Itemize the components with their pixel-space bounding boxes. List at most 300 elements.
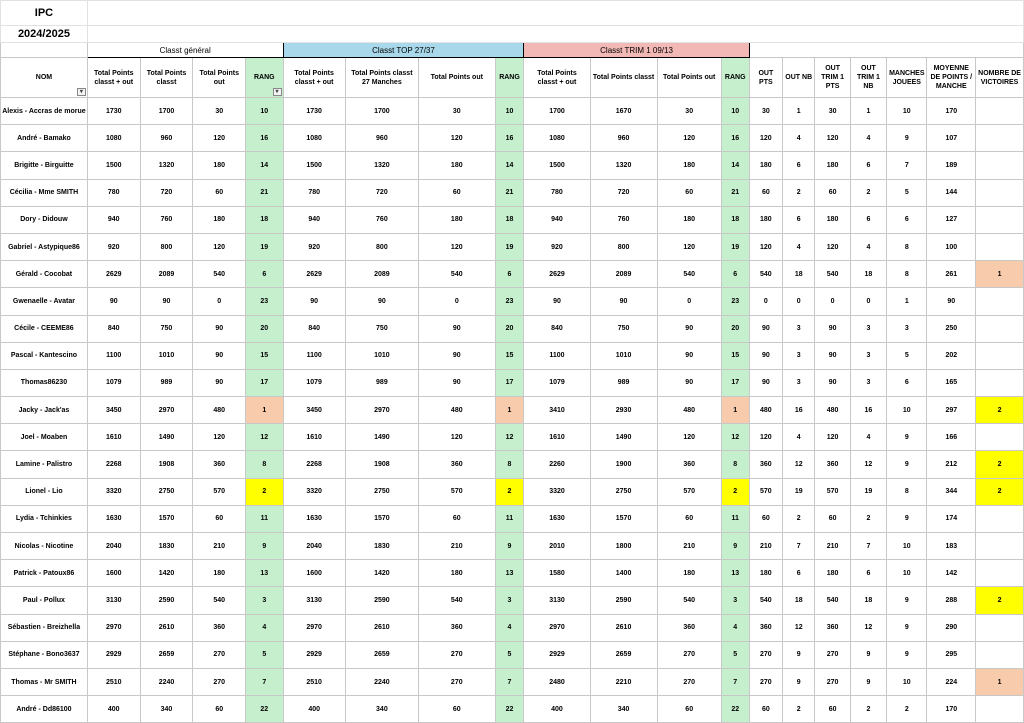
cell-trim-total-out[interactable]: 2480 xyxy=(524,668,590,695)
cell-out-pts[interactable]: 180 xyxy=(749,152,782,179)
cell-trim-total-classt[interactable]: 1570 xyxy=(590,505,657,532)
cell-moyenne[interactable]: 297 xyxy=(927,397,976,424)
cell-trim-total-out-only[interactable]: 0 xyxy=(657,288,721,315)
cell-victoires[interactable]: 2 xyxy=(976,451,1024,478)
cell-trim-total-out-only[interactable]: 90 xyxy=(657,315,721,342)
cell-trim-total-classt[interactable]: 1670 xyxy=(590,98,657,125)
empty-cell[interactable] xyxy=(87,26,1023,43)
cell-top-total-out[interactable]: 1100 xyxy=(283,342,345,369)
cell-trim-total-out-only[interactable]: 180 xyxy=(657,152,721,179)
cell-gen-total-out-only[interactable]: 120 xyxy=(193,424,246,451)
cell-manches[interactable]: 5 xyxy=(887,342,927,369)
cell-gen-rang[interactable]: 4 xyxy=(246,614,283,641)
col-header-top-total-out-only[interactable] xyxy=(418,58,495,98)
col-header-out-trim-pts[interactable] xyxy=(815,58,850,98)
cell-out-trim-pts[interactable]: 90 xyxy=(815,342,850,369)
cell-trim-total-classt[interactable]: 2210 xyxy=(590,668,657,695)
cell-victoires[interactable]: 2 xyxy=(976,478,1024,505)
cell-moyenne[interactable]: 107 xyxy=(927,125,976,152)
cell-manches[interactable]: 10 xyxy=(887,98,927,125)
cell-out-nb[interactable]: 4 xyxy=(783,233,815,260)
cell-gen-total-out[interactable]: 3320 xyxy=(87,478,140,505)
cell-top-rang[interactable]: 8 xyxy=(495,451,524,478)
cell-trim-total-out-only[interactable]: 60 xyxy=(657,505,721,532)
cell-top-total-27[interactable]: 90 xyxy=(345,288,418,315)
cell-trim-total-out[interactable]: 2260 xyxy=(524,451,590,478)
cell-trim-total-out-only[interactable]: 540 xyxy=(657,261,721,288)
cell-top-total-27[interactable]: 2590 xyxy=(345,587,418,614)
cell-trim-rang[interactable]: 1 xyxy=(721,397,749,424)
cell-gen-total-classt[interactable]: 2970 xyxy=(140,397,193,424)
cell-victoires[interactable] xyxy=(976,288,1024,315)
cell-trim-total-out-only[interactable]: 180 xyxy=(657,560,721,587)
cell-top-rang[interactable]: 23 xyxy=(495,288,524,315)
cell-out-pts[interactable]: 0 xyxy=(749,288,782,315)
col-header-top-rang[interactable] xyxy=(495,58,524,98)
cell-victoires[interactable]: 1 xyxy=(976,668,1024,695)
cell-trim-rang[interactable]: 18 xyxy=(721,206,749,233)
cell-trim-total-classt[interactable]: 1800 xyxy=(590,533,657,560)
cell-top-rang[interactable]: 4 xyxy=(495,614,524,641)
cell-victoires[interactable] xyxy=(976,533,1024,560)
cell-trim-total-classt[interactable]: 720 xyxy=(590,179,657,206)
cell-manches[interactable]: 9 xyxy=(887,125,927,152)
cell-top-total-27[interactable]: 2240 xyxy=(345,668,418,695)
cell-gen-total-out-only[interactable]: 90 xyxy=(193,315,246,342)
cell-gen-total-out-only[interactable]: 90 xyxy=(193,342,246,369)
cell-gen-total-classt[interactable]: 989 xyxy=(140,369,193,396)
cell-out-trim-pts[interactable]: 90 xyxy=(815,315,850,342)
cell-gen-total-out-only[interactable]: 180 xyxy=(193,560,246,587)
cell-out-trim-pts[interactable]: 120 xyxy=(815,424,850,451)
cell-top-total-out-only[interactable]: 120 xyxy=(418,233,495,260)
cell-out-pts[interactable]: 90 xyxy=(749,315,782,342)
cell-top-total-out[interactable]: 400 xyxy=(283,696,345,723)
cell-victoires[interactable] xyxy=(976,125,1024,152)
cell-gen-total-classt[interactable]: 2750 xyxy=(140,478,193,505)
cell-out-trim-nb[interactable]: 3 xyxy=(850,369,886,396)
cell-manches[interactable]: 6 xyxy=(887,206,927,233)
cell-trim-total-out[interactable]: 2929 xyxy=(524,641,590,668)
cell-top-rang[interactable]: 22 xyxy=(495,696,524,723)
cell-gen-rang[interactable]: 3 xyxy=(246,587,283,614)
cell-trim-rang[interactable]: 16 xyxy=(721,125,749,152)
cell-top-total-27[interactable]: 2089 xyxy=(345,261,418,288)
cell-gen-total-classt[interactable]: 2240 xyxy=(140,668,193,695)
cell-top-total-out[interactable]: 840 xyxy=(283,315,345,342)
cell-trim-total-out-only[interactable]: 270 xyxy=(657,668,721,695)
cell-trim-rang[interactable]: 12 xyxy=(721,424,749,451)
cell-moyenne[interactable]: 170 xyxy=(927,98,976,125)
cell-nom[interactable]: Stéphane - Bono3637 xyxy=(1,641,88,668)
cell-out-trim-nb[interactable]: 12 xyxy=(850,614,886,641)
cell-gen-total-classt[interactable]: 1010 xyxy=(140,342,193,369)
cell-trim-total-classt[interactable]: 1490 xyxy=(590,424,657,451)
cell-top-total-out-only[interactable]: 180 xyxy=(418,152,495,179)
col-header-gen-total-out-only[interactable] xyxy=(193,58,246,98)
cell-top-rang[interactable]: 21 xyxy=(495,179,524,206)
cell-trim-rang[interactable]: 23 xyxy=(721,288,749,315)
cell-top-total-out[interactable]: 1730 xyxy=(283,98,345,125)
cell-top-rang[interactable]: 3 xyxy=(495,587,524,614)
cell-trim-total-classt[interactable]: 1010 xyxy=(590,342,657,369)
cell-out-nb[interactable]: 16 xyxy=(783,397,815,424)
cell-out-trim-nb[interactable]: 4 xyxy=(850,125,886,152)
cell-victoires[interactable] xyxy=(976,505,1024,532)
cell-out-trim-nb[interactable]: 2 xyxy=(850,505,886,532)
cell-gen-total-out-only[interactable]: 540 xyxy=(193,587,246,614)
col-header-trim-total-classt[interactable] xyxy=(590,58,657,98)
cell-top-total-27[interactable]: 1490 xyxy=(345,424,418,451)
cell-out-trim-pts[interactable]: 540 xyxy=(815,261,850,288)
cell-out-trim-nb[interactable]: 2 xyxy=(850,696,886,723)
cell-trim-total-out-only[interactable]: 90 xyxy=(657,342,721,369)
cell-gen-total-out[interactable]: 1730 xyxy=(87,98,140,125)
cell-manches[interactable]: 7 xyxy=(887,152,927,179)
empty-cell[interactable] xyxy=(1,43,88,58)
cell-out-nb[interactable]: 4 xyxy=(783,125,815,152)
cell-gen-total-classt[interactable]: 960 xyxy=(140,125,193,152)
cell-top-total-27[interactable]: 1010 xyxy=(345,342,418,369)
cell-out-trim-nb[interactable]: 12 xyxy=(850,451,886,478)
cell-gen-rang[interactable]: 16 xyxy=(246,125,283,152)
cell-top-total-out[interactable]: 2510 xyxy=(283,668,345,695)
cell-out-trim-nb[interactable]: 6 xyxy=(850,206,886,233)
cell-gen-total-classt[interactable]: 1320 xyxy=(140,152,193,179)
cell-nom[interactable]: Patrick - Patoux86 xyxy=(1,560,88,587)
cell-trim-total-out-only[interactable]: 480 xyxy=(657,397,721,424)
cell-top-rang[interactable]: 6 xyxy=(495,261,524,288)
cell-nom[interactable]: Gérald - Cocobat xyxy=(1,261,88,288)
cell-gen-total-classt[interactable]: 1908 xyxy=(140,451,193,478)
cell-manches[interactable]: 10 xyxy=(887,560,927,587)
cell-moyenne[interactable]: 144 xyxy=(927,179,976,206)
cell-gen-total-out[interactable]: 1079 xyxy=(87,369,140,396)
cell-trim-total-classt[interactable]: 2659 xyxy=(590,641,657,668)
cell-trim-rang[interactable]: 10 xyxy=(721,98,749,125)
cell-gen-total-classt[interactable]: 1420 xyxy=(140,560,193,587)
cell-trim-total-classt[interactable]: 989 xyxy=(590,369,657,396)
cell-nom[interactable]: Joel - Moaben xyxy=(1,424,88,451)
cell-nom[interactable]: Gabriel - Astypique86 xyxy=(1,233,88,260)
cell-trim-rang[interactable]: 14 xyxy=(721,152,749,179)
cell-victoires[interactable] xyxy=(976,614,1024,641)
cell-out-trim-nb[interactable]: 6 xyxy=(850,152,886,179)
cell-trim-rang[interactable]: 7 xyxy=(721,668,749,695)
cell-top-total-out[interactable]: 2629 xyxy=(283,261,345,288)
cell-moyenne[interactable]: 344 xyxy=(927,478,976,505)
cell-out-trim-pts[interactable]: 30 xyxy=(815,98,850,125)
cell-out-trim-nb[interactable]: 3 xyxy=(850,315,886,342)
cell-trim-total-out-only[interactable]: 180 xyxy=(657,206,721,233)
cell-moyenne[interactable]: 295 xyxy=(927,641,976,668)
cell-out-trim-nb[interactable]: 9 xyxy=(850,641,886,668)
cell-out-nb[interactable]: 9 xyxy=(783,641,815,668)
cell-moyenne[interactable]: 90 xyxy=(927,288,976,315)
cell-trim-total-out[interactable]: 3410 xyxy=(524,397,590,424)
cell-trim-total-out[interactable]: 1700 xyxy=(524,98,590,125)
cell-trim-total-out[interactable]: 1100 xyxy=(524,342,590,369)
group-top[interactable]: Classt TOP 27/37 xyxy=(283,43,524,58)
cell-top-rang[interactable]: 17 xyxy=(495,369,524,396)
cell-top-rang[interactable]: 11 xyxy=(495,505,524,532)
cell-gen-total-out-only[interactable]: 120 xyxy=(193,233,246,260)
cell-manches[interactable]: 9 xyxy=(887,587,927,614)
cell-out-trim-nb[interactable]: 9 xyxy=(850,668,886,695)
cell-nom[interactable]: Cécile - CEEME86 xyxy=(1,315,88,342)
cell-trim-total-out[interactable]: 1080 xyxy=(524,125,590,152)
cell-gen-rang[interactable]: 18 xyxy=(246,206,283,233)
cell-gen-rang[interactable]: 6 xyxy=(246,261,283,288)
cell-gen-rang[interactable]: 1 xyxy=(246,397,283,424)
cell-victoires[interactable]: 2 xyxy=(976,397,1024,424)
cell-gen-total-classt[interactable]: 720 xyxy=(140,179,193,206)
cell-top-total-out[interactable]: 1500 xyxy=(283,152,345,179)
cell-top-total-out-only[interactable]: 90 xyxy=(418,342,495,369)
cell-out-pts[interactable]: 90 xyxy=(749,369,782,396)
cell-trim-total-classt[interactable]: 2089 xyxy=(590,261,657,288)
cell-top-total-27[interactable]: 2610 xyxy=(345,614,418,641)
cell-top-total-out-only[interactable]: 360 xyxy=(418,614,495,641)
col-header-gen-total-classt[interactable] xyxy=(140,58,193,98)
cell-manches[interactable]: 10 xyxy=(887,668,927,695)
cell-out-pts[interactable]: 60 xyxy=(749,696,782,723)
cell-out-nb[interactable]: 12 xyxy=(783,614,815,641)
cell-top-rang[interactable]: 5 xyxy=(495,641,524,668)
cell-out-nb[interactable]: 18 xyxy=(783,261,815,288)
cell-top-rang[interactable]: 15 xyxy=(495,342,524,369)
cell-victoires[interactable] xyxy=(976,369,1024,396)
cell-nom[interactable]: Alexis - Accras de morue xyxy=(1,98,88,125)
cell-gen-total-out[interactable]: 780 xyxy=(87,179,140,206)
cell-gen-rang[interactable]: 15 xyxy=(246,342,283,369)
cell-top-total-27[interactable]: 1570 xyxy=(345,505,418,532)
cell-gen-total-out-only[interactable]: 60 xyxy=(193,179,246,206)
sheet-title[interactable]: IPC xyxy=(1,1,88,26)
cell-trim-rang[interactable]: 21 xyxy=(721,179,749,206)
cell-victoires[interactable]: 2 xyxy=(976,587,1024,614)
cell-gen-total-out-only[interactable]: 540 xyxy=(193,261,246,288)
cell-gen-total-classt[interactable]: 800 xyxy=(140,233,193,260)
cell-top-total-27[interactable]: 2970 xyxy=(345,397,418,424)
cell-gen-rang[interactable]: 22 xyxy=(246,696,283,723)
cell-gen-rang[interactable]: 7 xyxy=(246,668,283,695)
cell-gen-total-out-only[interactable]: 90 xyxy=(193,369,246,396)
cell-trim-total-classt[interactable]: 1320 xyxy=(590,152,657,179)
cell-gen-total-classt[interactable]: 1700 xyxy=(140,98,193,125)
cell-top-total-out[interactable]: 2040 xyxy=(283,533,345,560)
cell-gen-rang[interactable]: 11 xyxy=(246,505,283,532)
cell-top-total-27[interactable]: 1320 xyxy=(345,152,418,179)
cell-moyenne[interactable]: 261 xyxy=(927,261,976,288)
cell-trim-rang[interactable]: 22 xyxy=(721,696,749,723)
cell-gen-total-out[interactable]: 1600 xyxy=(87,560,140,587)
cell-top-total-27[interactable]: 1700 xyxy=(345,98,418,125)
cell-trim-total-classt[interactable]: 2590 xyxy=(590,587,657,614)
filter-dropdown-icon[interactable]: ▾ xyxy=(273,88,282,96)
cell-top-total-27[interactable]: 960 xyxy=(345,125,418,152)
cell-out-trim-nb[interactable]: 3 xyxy=(850,342,886,369)
cell-trim-total-out-only[interactable]: 120 xyxy=(657,125,721,152)
cell-top-total-out-only[interactable]: 60 xyxy=(418,505,495,532)
cell-manches[interactable]: 3 xyxy=(887,315,927,342)
cell-out-pts[interactable]: 480 xyxy=(749,397,782,424)
cell-out-trim-nb[interactable]: 7 xyxy=(850,533,886,560)
cell-top-total-out-only[interactable]: 360 xyxy=(418,451,495,478)
cell-gen-total-out-only[interactable]: 0 xyxy=(193,288,246,315)
cell-top-total-27[interactable]: 1830 xyxy=(345,533,418,560)
cell-nom[interactable]: Sébastien - Breizhella xyxy=(1,614,88,641)
cell-out-nb[interactable]: 3 xyxy=(783,342,815,369)
cell-manches[interactable]: 8 xyxy=(887,261,927,288)
cell-gen-rang[interactable]: 14 xyxy=(246,152,283,179)
cell-gen-total-out[interactable]: 920 xyxy=(87,233,140,260)
cell-moyenne[interactable]: 166 xyxy=(927,424,976,451)
cell-out-trim-pts[interactable]: 90 xyxy=(815,369,850,396)
cell-victoires[interactable] xyxy=(976,233,1024,260)
cell-trim-total-out-only[interactable]: 30 xyxy=(657,98,721,125)
cell-out-nb[interactable]: 0 xyxy=(783,288,815,315)
cell-nom[interactable]: André - Bamako xyxy=(1,125,88,152)
cell-nom[interactable]: Thomas86230 xyxy=(1,369,88,396)
cell-top-total-out-only[interactable]: 120 xyxy=(418,424,495,451)
cell-gen-total-out[interactable]: 90 xyxy=(87,288,140,315)
cell-trim-total-out[interactable]: 920 xyxy=(524,233,590,260)
cell-moyenne[interactable]: 165 xyxy=(927,369,976,396)
cell-gen-total-out[interactable]: 2629 xyxy=(87,261,140,288)
cell-gen-total-out-only[interactable]: 30 xyxy=(193,98,246,125)
cell-top-total-out[interactable]: 90 xyxy=(283,288,345,315)
cell-top-total-out-only[interactable]: 0 xyxy=(418,288,495,315)
cell-out-trim-nb[interactable]: 6 xyxy=(850,560,886,587)
cell-top-total-out-only[interactable]: 210 xyxy=(418,533,495,560)
cell-out-trim-pts[interactable]: 180 xyxy=(815,152,850,179)
season-year[interactable]: 2024/2025 xyxy=(1,26,88,43)
cell-gen-total-classt[interactable]: 760 xyxy=(140,206,193,233)
cell-out-pts[interactable]: 540 xyxy=(749,261,782,288)
cell-trim-total-out[interactable]: 2629 xyxy=(524,261,590,288)
cell-manches[interactable]: 9 xyxy=(887,505,927,532)
cell-nom[interactable]: Paul - Pollux xyxy=(1,587,88,614)
cell-trim-rang[interactable]: 19 xyxy=(721,233,749,260)
cell-top-total-27[interactable]: 750 xyxy=(345,315,418,342)
cell-gen-total-classt[interactable]: 90 xyxy=(140,288,193,315)
cell-trim-total-classt[interactable]: 800 xyxy=(590,233,657,260)
cell-manches[interactable]: 10 xyxy=(887,397,927,424)
cell-out-pts[interactable]: 90 xyxy=(749,342,782,369)
cell-top-total-27[interactable]: 340 xyxy=(345,696,418,723)
col-header-trim-total-out-only[interactable] xyxy=(657,58,721,98)
cell-out-trim-pts[interactable]: 120 xyxy=(815,125,850,152)
col-header-gen-total-out[interactable] xyxy=(87,58,140,98)
cell-out-nb[interactable]: 6 xyxy=(783,152,815,179)
cell-trim-total-classt[interactable]: 1400 xyxy=(590,560,657,587)
cell-out-trim-nb[interactable]: 18 xyxy=(850,261,886,288)
cell-gen-rang[interactable]: 12 xyxy=(246,424,283,451)
cell-trim-total-classt[interactable]: 760 xyxy=(590,206,657,233)
cell-manches[interactable]: 8 xyxy=(887,233,927,260)
cell-trim-total-out-only[interactable]: 570 xyxy=(657,478,721,505)
cell-moyenne[interactable]: 224 xyxy=(927,668,976,695)
cell-gen-rang[interactable]: 5 xyxy=(246,641,283,668)
cell-out-nb[interactable]: 2 xyxy=(783,505,815,532)
cell-nom[interactable]: Thomas - Mr SMITH xyxy=(1,668,88,695)
cell-top-total-out-only[interactable]: 480 xyxy=(418,397,495,424)
cell-trim-total-out[interactable]: 2010 xyxy=(524,533,590,560)
cell-trim-rang[interactable]: 4 xyxy=(721,614,749,641)
cell-top-total-out[interactable]: 2929 xyxy=(283,641,345,668)
cell-gen-total-out-only[interactable]: 60 xyxy=(193,696,246,723)
cell-victoires[interactable] xyxy=(976,641,1024,668)
cell-victoires[interactable] xyxy=(976,98,1024,125)
col-header-trim-total-out[interactable] xyxy=(524,58,590,98)
cell-trim-total-out[interactable]: 1630 xyxy=(524,505,590,532)
cell-trim-total-out[interactable]: 2970 xyxy=(524,614,590,641)
cell-gen-rang[interactable]: 9 xyxy=(246,533,283,560)
cell-gen-total-out[interactable]: 2929 xyxy=(87,641,140,668)
empty-cell[interactable] xyxy=(87,1,1023,26)
cell-trim-rang[interactable]: 20 xyxy=(721,315,749,342)
col-header-top-total-27[interactable] xyxy=(345,58,418,98)
cell-top-total-out-only[interactable]: 570 xyxy=(418,478,495,505)
cell-trim-total-out-only[interactable]: 540 xyxy=(657,587,721,614)
cell-manches[interactable]: 6 xyxy=(887,369,927,396)
cell-top-total-out-only[interactable]: 60 xyxy=(418,179,495,206)
cell-nom[interactable]: Lionel - Lio xyxy=(1,478,88,505)
cell-moyenne[interactable]: 174 xyxy=(927,505,976,532)
cell-out-trim-pts[interactable]: 180 xyxy=(815,206,850,233)
cell-top-total-out-only[interactable]: 90 xyxy=(418,369,495,396)
cell-trim-total-out[interactable]: 1610 xyxy=(524,424,590,451)
cell-trim-rang[interactable]: 5 xyxy=(721,641,749,668)
cell-gen-total-classt[interactable]: 2659 xyxy=(140,641,193,668)
cell-out-nb[interactable]: 6 xyxy=(783,560,815,587)
cell-gen-total-out-only[interactable]: 570 xyxy=(193,478,246,505)
cell-trim-rang[interactable]: 3 xyxy=(721,587,749,614)
cell-manches[interactable]: 10 xyxy=(887,533,927,560)
cell-trim-total-classt[interactable]: 90 xyxy=(590,288,657,315)
cell-top-total-out-only[interactable]: 90 xyxy=(418,315,495,342)
cell-gen-rang[interactable]: 13 xyxy=(246,560,283,587)
cell-nom[interactable]: Brigitte - Birguitte xyxy=(1,152,88,179)
cell-out-pts[interactable]: 570 xyxy=(749,478,782,505)
cell-trim-total-classt[interactable]: 2750 xyxy=(590,478,657,505)
cell-moyenne[interactable]: 142 xyxy=(927,560,976,587)
cell-trim-total-out-only[interactable]: 210 xyxy=(657,533,721,560)
cell-top-total-27[interactable]: 800 xyxy=(345,233,418,260)
cell-top-total-27[interactable]: 2659 xyxy=(345,641,418,668)
cell-out-trim-nb[interactable]: 4 xyxy=(850,424,886,451)
cell-out-pts[interactable]: 540 xyxy=(749,587,782,614)
cell-top-rang[interactable]: 9 xyxy=(495,533,524,560)
cell-victoires[interactable] xyxy=(976,315,1024,342)
cell-nom[interactable]: Nicolas - Nicotine xyxy=(1,533,88,560)
cell-gen-total-out-only[interactable]: 120 xyxy=(193,125,246,152)
cell-out-nb[interactable]: 2 xyxy=(783,179,815,206)
cell-trim-rang[interactable]: 11 xyxy=(721,505,749,532)
filter-dropdown-icon[interactable]: ▾ xyxy=(77,88,86,96)
cell-trim-total-classt[interactable]: 340 xyxy=(590,696,657,723)
cell-top-rang[interactable]: 2 xyxy=(495,478,524,505)
cell-out-nb[interactable]: 3 xyxy=(783,369,815,396)
cell-trim-total-classt[interactable]: 2610 xyxy=(590,614,657,641)
cell-gen-total-out-only[interactable]: 180 xyxy=(193,152,246,179)
cell-moyenne[interactable]: 183 xyxy=(927,533,976,560)
cell-top-total-out-only[interactable]: 120 xyxy=(418,125,495,152)
cell-out-nb[interactable]: 12 xyxy=(783,451,815,478)
cell-gen-total-classt[interactable]: 2590 xyxy=(140,587,193,614)
cell-moyenne[interactable]: 127 xyxy=(927,206,976,233)
